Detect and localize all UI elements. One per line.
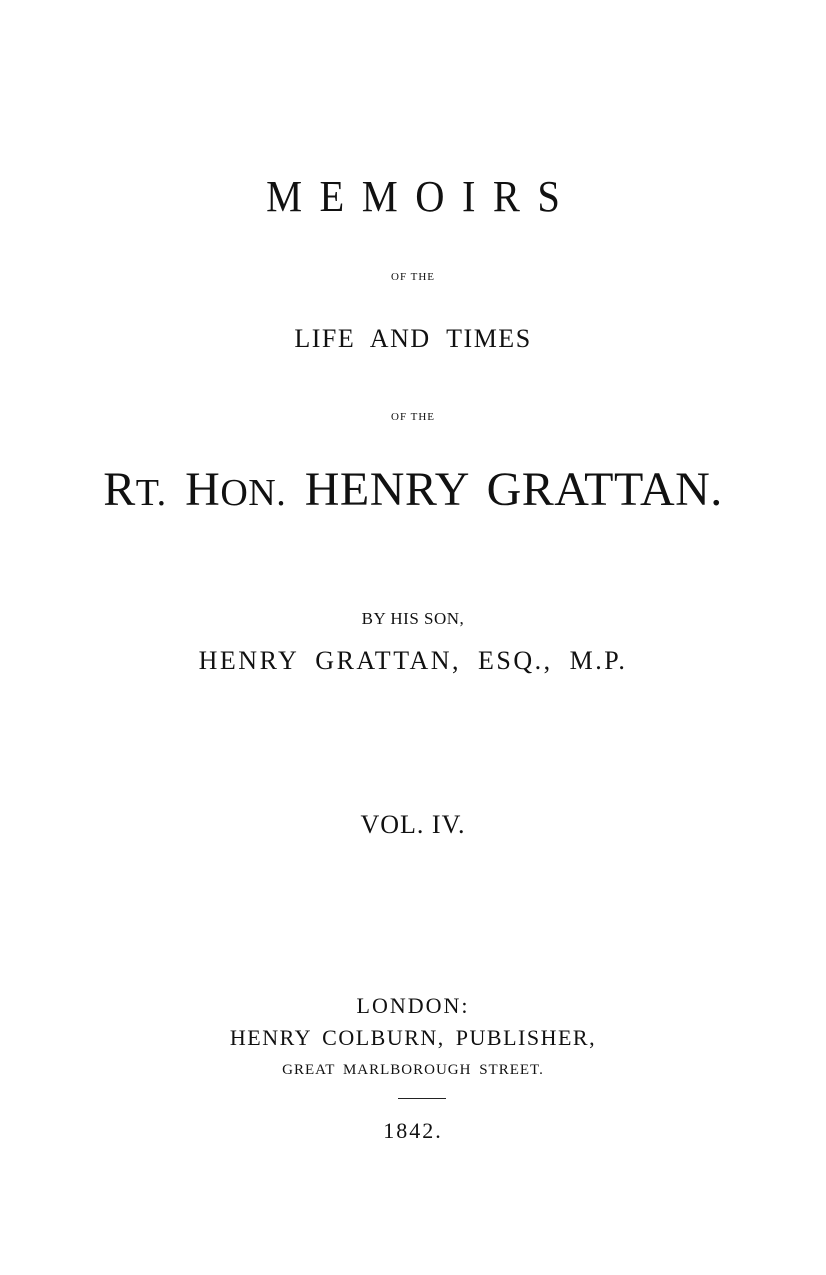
subject-name: [0, 463, 826, 516]
of-the-connector-1: OF THE: [391, 271, 435, 283]
imprint-publisher: HENRY COLBURN, PUBLISHER,: [229, 1025, 597, 1050]
of-the-connector-2: OF THE: [391, 411, 435, 423]
hon-initial: H: [185, 463, 221, 516]
rt-initial: R: [103, 463, 136, 516]
volume-number: VOL. IV.: [360, 810, 466, 839]
imprint-street: GREAT MARLBOROUGH STREET.: [282, 1062, 544, 1078]
rt-rest: T.: [135, 472, 167, 514]
by-line: BY HIS SON,: [361, 609, 465, 628]
imprint-year: 1842.: [383, 1118, 443, 1143]
hon-rest: ON.: [220, 472, 287, 514]
book-title: MEMOIRS: [266, 172, 578, 221]
subject-full-name: HENRY GRATTAN.: [304, 463, 723, 516]
author-name: HENRY GRATTAN, ESQ., M.P.: [198, 646, 628, 675]
book-subtitle: LIFE AND TIMES: [294, 324, 532, 353]
imprint-divider: [398, 1098, 446, 1099]
imprint-city: LONDON:: [356, 993, 470, 1018]
